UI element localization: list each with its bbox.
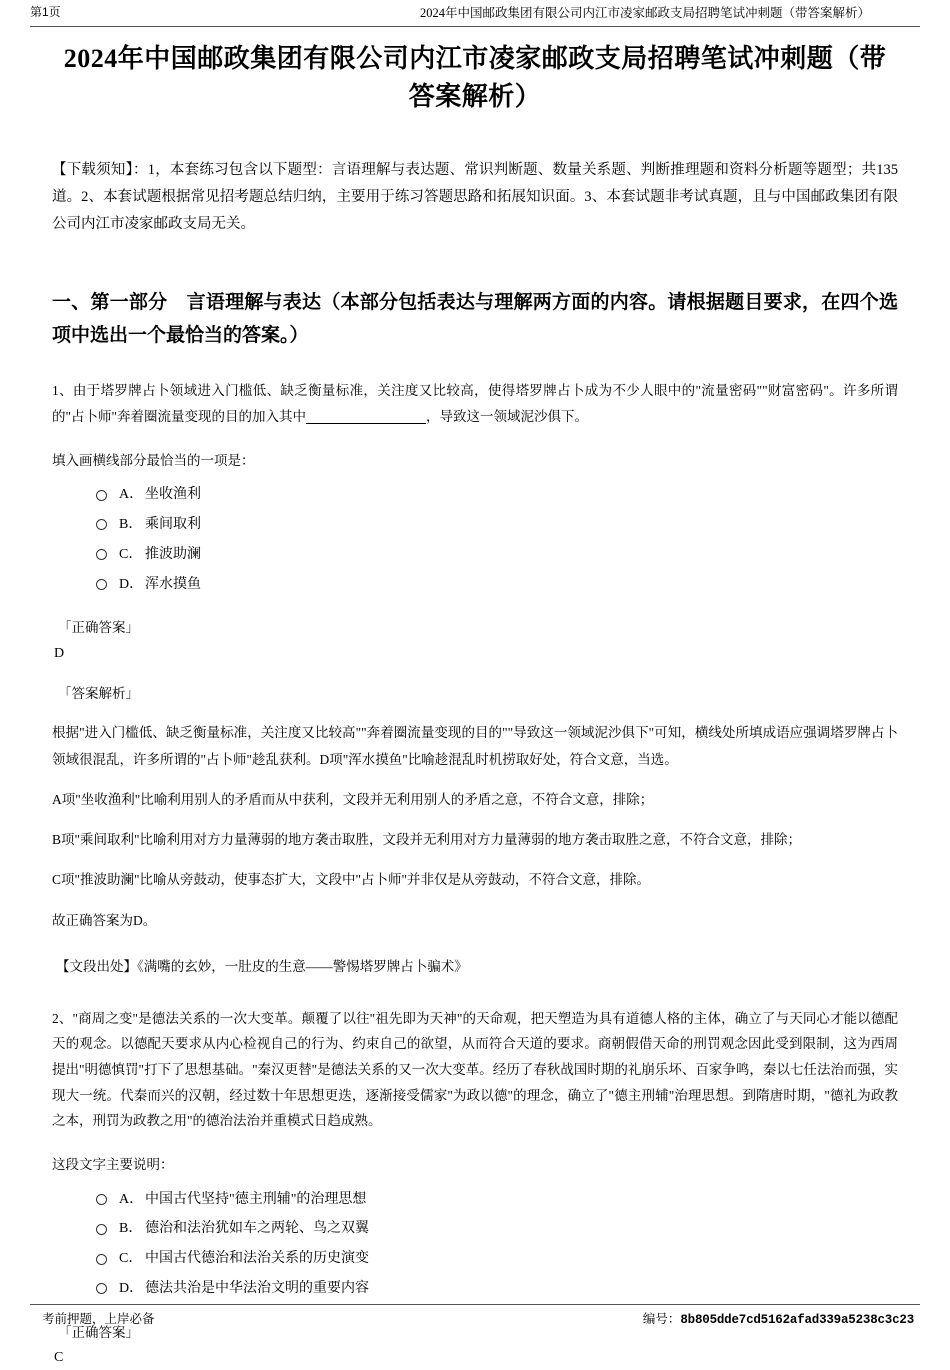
- fill-in-blank: [306, 423, 426, 424]
- footer-code-value: 8b805dde7cd5162afad339a5238c3c23: [680, 1313, 914, 1327]
- radio-icon[interactable]: [96, 1194, 107, 1205]
- option-item[interactable]: [52, 573, 898, 597]
- option-text: 乘间取利: [145, 517, 201, 533]
- running-header-title: 2024年中国邮政集团有限公司内江市凌家邮政支局招聘笔试冲刺题（带答案解析）: [420, 6, 871, 20]
- option-label: A．: [119, 1191, 144, 1207]
- radio-icon[interactable]: [96, 519, 107, 530]
- option-item[interactable]: [52, 1247, 898, 1271]
- option-item[interactable]: [52, 543, 898, 567]
- radio-icon[interactable]: [96, 579, 107, 590]
- option-text: 德治和法治犹如车之两轮、鸟之双翼: [145, 1221, 369, 1237]
- question-stem-1-part1: 1、由于塔罗牌占卜领域进入门槛低、缺乏衡量标准，关注度又比较高，使得塔罗牌占卜成为不少人眼中的"流量密码""财富密码"。许多所谓的"占卜师"奔着圈流量变现的目的加入其中: [52, 383, 898, 424]
- answer-heading: 「正确答案」: [58, 1324, 139, 1340]
- radio-icon[interactable]: [96, 549, 107, 560]
- option-label: D．: [119, 576, 144, 592]
- page-footer: [0, 1309, 950, 1331]
- radio-icon[interactable]: [96, 1283, 107, 1294]
- answer-heading: 「正确答案」: [58, 620, 139, 636]
- option-label: B．: [119, 1221, 143, 1237]
- explanation-paragraph: 根据"进入门槛低、缺乏衡量标准，关注度又比较高""奔着圈流量变现的目的""导致这一领域泥沙俱下"可知，横线处所填成语应强调塔罗牌占卜领域很混乱，许多所谓的"占卜师"趁乱获利。D项"浑水摸鱼"比喻趁混乱时机捞取好处，符合文意，当选。: [52, 725, 898, 767]
- explanation-conclusion: 故正确答案为D。: [52, 912, 157, 928]
- footer-divider: [30, 1304, 920, 1305]
- source-reference: 【文段出处】《满嘴的玄妙，一肚皮的生意——警惕塔罗牌占卜骗术》: [56, 959, 468, 975]
- option-item[interactable]: [52, 483, 898, 507]
- option-text: 浑水摸鱼: [145, 576, 201, 592]
- option-text: 坐收渔利: [145, 487, 201, 503]
- question-stem-1-part2: ，导致这一领域泥沙俱下。: [426, 408, 589, 424]
- explanation-paragraph: B项"乘间取利"比喻利用对方力量薄弱的地方袭击取胜，文段并无利用对方力量薄弱的地方袭击取胜之意，不符合文意，排除；: [52, 832, 802, 848]
- radio-icon[interactable]: [96, 1254, 107, 1265]
- option-text: 推波助澜: [145, 546, 201, 562]
- header-divider: [30, 26, 920, 27]
- question-stem-1: [52, 378, 898, 429]
- question-block-1: [52, 378, 898, 979]
- download-notice: 【下载须知】：1，本套练习包含以下题型：言语理解与表达题、常识判断题、数量关系题、判断推理题和资料分析题等题型；共135道。2、本套试题根据常见招考题总结归纳，主要用于练习答题思路和拓展知识面。3、本套试题非考试真题，且与中国邮政集团有限公司内江市凌家邮政支局无关。: [52, 162, 898, 232]
- option-label: B．: [119, 517, 143, 533]
- footer-slogan: 考前押题，上岸必备: [42, 1312, 155, 1326]
- explanation-paragraph: C项"推波助澜"比喻从旁鼓动，使事态扩大，文段中"占卜师"并非仅是从旁鼓动，不符合文意，排除。: [52, 872, 651, 888]
- page-number: 第1页: [30, 5, 61, 19]
- option-label: A．: [119, 487, 144, 503]
- option-list-1: [52, 483, 898, 596]
- option-label: D．: [119, 1280, 144, 1296]
- option-label: C．: [119, 546, 143, 562]
- option-text: 中国古代德治和法治关系的历史演变: [145, 1251, 369, 1267]
- option-item[interactable]: [52, 1217, 898, 1241]
- footer-code-label: 编号：: [642, 1312, 681, 1326]
- radio-icon[interactable]: [96, 490, 107, 501]
- answer-value: D: [54, 645, 65, 661]
- question-stem-2: 2、"商周之变"是德法关系的一次大变革。颠覆了以往"祖先即为天神"的天命观，把天塑造为具有道德人格的主体，确立了与天同心才能以德配天的观念。以德配天要求从内心检视自己的行为、约束自己的欲望，从而符合天道的要求。商朝假借天命的刑罚观念因此受到限制，这为西周提出"明德慎罚"打下了思想基础。"秦汉更替"是德法关系的又一次大变革。经历了春秋战国时期的礼崩乐坏、百家争鸣，秦以七任法治而强，实现大一统。代秦而兴的汉朝，经过数十年思想更迭，逐渐接受儒家"为政以德"的理念，确立了"德主刑辅"治理思想。到隋唐时期，"德礼为政教之本，刑罚为政教之用"的德治法治并重模式日趋成熟。: [52, 1010, 898, 1129]
- option-text: 中国古代坚持"德主刑辅"的治理思想: [145, 1191, 367, 1207]
- answer-value: C: [54, 1350, 64, 1366]
- page-title: 2024年中国邮政集团有限公司内江市凌家邮政支局招聘笔试冲刺题（带答案解析）: [63, 44, 887, 111]
- option-text: 德法共治是中华法治文明的重要内容: [145, 1280, 369, 1296]
- option-item[interactable]: [52, 1277, 898, 1301]
- explanation-paragraph: A项"坐收渔利"比喻利用别人的矛盾而从中获利，文段并无利用别人的矛盾之意，不符合文意，排除；: [52, 791, 654, 807]
- section-heading: 一、第一部分 言语理解与表达（本部分包括表达与理解两方面的内容。请根据题目要求，在四个选项中选出一个最恰当的答案。）: [52, 291, 898, 347]
- radio-icon[interactable]: [96, 1224, 107, 1235]
- question-prompt-1: 填入画横线部分最恰当的一项是：: [52, 452, 255, 468]
- option-item[interactable]: [52, 1188, 898, 1212]
- question-prompt-2: 这段文字主要说明：: [52, 1156, 174, 1172]
- option-list-2: [52, 1188, 898, 1301]
- footer-code: [643, 1309, 914, 1327]
- page-header: [0, 0, 950, 22]
- option-item[interactable]: [52, 513, 898, 537]
- option-label: C．: [119, 1251, 143, 1267]
- explanation-heading: 「答案解析」: [58, 685, 139, 701]
